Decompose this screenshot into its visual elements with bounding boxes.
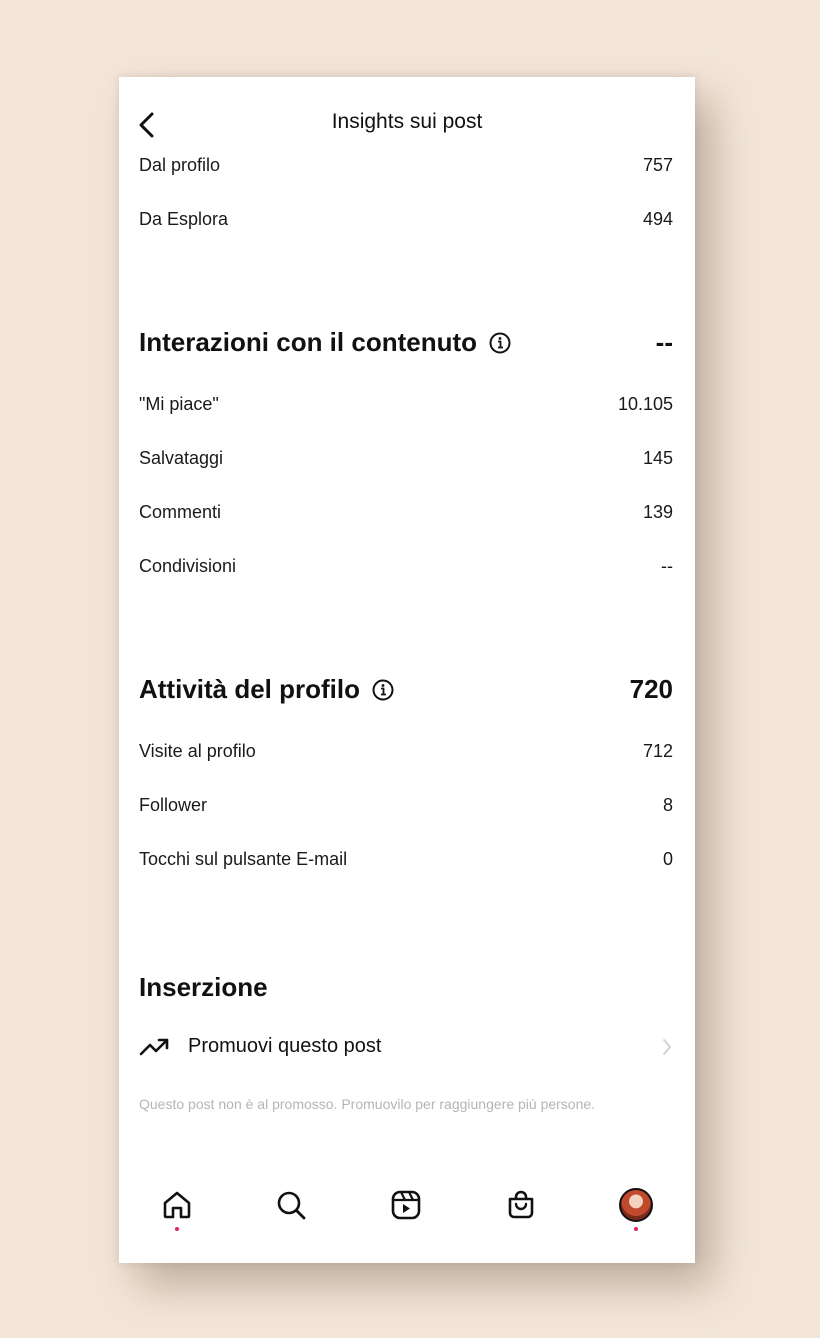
info-icon[interactable] — [489, 332, 511, 354]
stat-row-comments — [139, 502, 673, 523]
tab-reels[interactable] — [386, 1185, 426, 1225]
section-title-text: Interazioni con il contenuto — [139, 327, 477, 357]
stat-label: Tocchi sul pulsante E-mail — [139, 849, 348, 869]
stat-value: 757 — [642, 155, 673, 175]
stat-row-from-profile — [139, 155, 673, 176]
stat-value: 0 — [662, 849, 673, 869]
stat-row-likes — [139, 394, 673, 415]
stat-value: 8 — [662, 795, 673, 815]
section-title-text: Attività del profilo — [139, 674, 360, 704]
stat-row-followers — [139, 795, 673, 816]
stat-label: Da Esplora — [139, 209, 229, 229]
info-icon[interactable] — [372, 679, 394, 701]
stat-row-email-taps — [139, 849, 673, 870]
stat-value: 145 — [642, 448, 673, 468]
home-icon — [161, 1189, 193, 1221]
tab-search[interactable] — [271, 1185, 311, 1225]
stat-label: Follower — [139, 795, 208, 815]
section-total: 720 — [629, 674, 673, 704]
search-icon — [275, 1189, 307, 1221]
stat-label: Dal profilo — [139, 155, 221, 175]
stat-label: Condivisioni — [139, 556, 237, 576]
chevron-right-icon — [661, 1037, 673, 1057]
tab-profile[interactable] — [616, 1185, 656, 1225]
stat-label: "Mi piace" — [139, 394, 219, 414]
stat-value: 10.105 — [617, 394, 673, 414]
trending-up-icon — [139, 1036, 171, 1058]
shop-icon — [505, 1189, 537, 1221]
page-title: Insights sui post — [331, 110, 483, 133]
tab-home[interactable] — [157, 1185, 197, 1225]
section-total: -- — [655, 327, 673, 357]
phone-screen — [119, 77, 695, 1263]
profile-activity-section-title — [139, 674, 673, 705]
promote-post-label: Promuovi questo post — [188, 1035, 382, 1057]
stat-row-from-explore — [139, 209, 673, 230]
promote-post-button[interactable] — [139, 1035, 673, 1058]
bottom-tab-bar — [119, 1177, 695, 1237]
stat-label: Commenti — [139, 502, 222, 522]
notification-dot — [175, 1227, 179, 1231]
stat-value: 712 — [642, 741, 673, 761]
stat-label: Visite al profilo — [139, 741, 256, 761]
stat-row-profile-visits — [139, 741, 673, 762]
stat-label: Salvataggi — [139, 448, 224, 468]
stat-value: 139 — [642, 502, 673, 522]
promotion-section-title — [139, 972, 673, 1003]
reels-icon — [390, 1189, 422, 1221]
section-title-text: Inserzione — [139, 972, 268, 1002]
promotion-note: Questo post non è al promosso. Promuovilo per raggiungere più persone. — [139, 1096, 596, 1112]
avatar — [619, 1188, 653, 1222]
interactions-section-title — [139, 327, 673, 358]
stat-value: 494 — [642, 209, 673, 229]
notification-dot — [634, 1227, 638, 1231]
stat-row-saves — [139, 448, 673, 469]
stat-row-shares — [139, 556, 673, 577]
tab-shop[interactable] — [501, 1185, 541, 1225]
stat-value: -- — [661, 556, 673, 576]
